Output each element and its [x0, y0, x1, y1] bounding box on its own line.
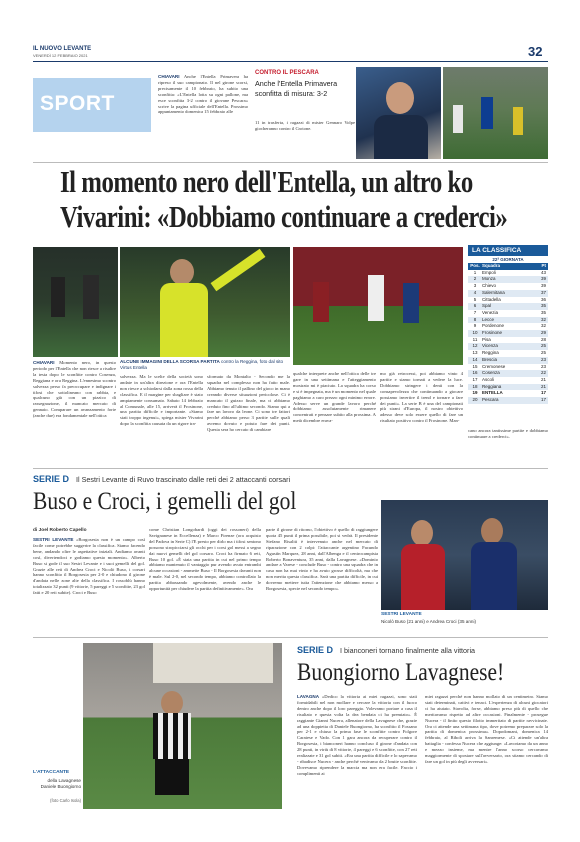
article2-photo [381, 500, 548, 610]
article2-col1 [33, 537, 145, 596]
standing-pos: 17 [472, 376, 478, 382]
standing-pos: 7 [473, 309, 477, 315]
table-row [468, 357, 548, 364]
standing-points: 32 [540, 323, 546, 329]
article3-col2: miei ragazzi perché non hanno mollato di un centimetro. Siamo stati determinati, cattivi e tenaci. L'esperienza di alcuni giocatori ci ha aiutato. Stavolta, forse, abbiamo preso più di quello che meritavamo rispetto ad altre occasioni. Finalmente - prosegue Nucera - il finito questo filotto immeritato di partite ravvicinate. Ora ci attende una settimana tipo, dove potremo preparare solo la partita di domenica prossima». Dopodomani, domenica 14 febbraio, al Riboli arriva la Sanremese. «Ci attende un'altra battaglia - confessa Nucera che aggiunge: «Lavoriamo da un anno e mezzo insieme, ma mentre l'anno scorso cercavamo maggiormente di spostare sull'avversario, ora stiamo cercando di fare un gol in più degli avversari». [425, 694, 548, 764]
article3-photo [83, 643, 282, 809]
brief2-title: Anche l'Entella Primavera sconfitta di misura: 3-2 [255, 79, 338, 98]
standing-pos: 18 [472, 383, 478, 389]
standing-team: Cremonese [482, 363, 506, 369]
table-row [468, 290, 548, 297]
standing-team: Frosinone [482, 330, 503, 336]
standing-points: 43 [540, 269, 546, 275]
main-col1-text: Momento nero, in questo periodo per l'Entella che non riesce a risalire la testa dopo le sconfitte contro Cosenza, Reggiana e ora Reggina. L'ennesimo scontro salvezza perso fa preoccupare e indignare i tifosi che sottolineano con rabbia, e qualcuno già con un pizzico di rassegnazione, il mancato mercato di gennaio. Comparare un avanzamento forte (anche due) era fondamentale nell'ottica [33, 360, 116, 419]
main-caption-text: contro la Reggina, foto dal sito Virtus Entella [120, 359, 284, 370]
standing-pos: 6 [473, 303, 477, 309]
article3-col1 [297, 694, 417, 777]
standing-team: Monza [482, 276, 496, 282]
masthead-rule [33, 61, 548, 62]
standing-points: 37 [540, 289, 546, 295]
standing-pos: 16 [472, 370, 478, 376]
lower-rule [33, 637, 548, 638]
table-row [468, 303, 548, 310]
masthead-paper: IL NUOVO LEVANTE [33, 46, 92, 52]
standing-points: 29 [540, 330, 546, 336]
main-col5: mo già retrocessi, poi abbiamo vinto 4 partite e siamo tornati a vedere la luce. Dobbiamo stringere i denti con la consapevolezza che continuando a giocare possiamo invertire il trend e tornare a fare dei punti». La serie B è una del campionati più strani d'Europa, il nostro obiettivo adesso deve solo essere quello di fare un risultato positivo contro il Frosinone. Man- [380, 371, 463, 424]
brief2-text: 11 in trasferta, i ragazzi di mister Gennaro Volpe giocheranno contro il Crotone. [255, 120, 355, 131]
standing-pos: 14 [472, 356, 478, 362]
article2-photo-caption: Nicolò Buso (21 anni) e Andrea Croci (35 anni) [381, 619, 476, 624]
header-team: Squadra [482, 263, 501, 268]
table-row [468, 283, 548, 290]
standing-points: 35 [540, 309, 546, 315]
article3-kicker: LAVAGNA [297, 694, 320, 699]
main-title-line1: Il momento nero dell'Entella, un altro ko [60, 164, 473, 199]
article2-title: Buso e Croci, i gemelli del gol [33, 488, 297, 515]
standing-points: 23 [540, 363, 546, 369]
standing-team: Reggiana [482, 383, 502, 389]
table-row [468, 337, 548, 344]
standing-team: Pisa [482, 336, 491, 342]
table-row [468, 350, 548, 357]
brief2-photo-player [356, 67, 441, 159]
standing-team: Brescia [482, 356, 498, 362]
standing-pos: 15 [472, 363, 478, 369]
standing-pos: 10 [472, 330, 478, 336]
standing-team: Spal [482, 303, 492, 309]
standing-points: 25 [540, 350, 546, 356]
main-title-line2: Vivarini: «Dobbiamo continuare a crederci» [60, 199, 508, 234]
table-row [468, 384, 548, 391]
standing-pos: 19 [472, 390, 478, 396]
article2-byline: di Joel Roberto Capello [33, 528, 87, 533]
standing-points: 39 [540, 276, 546, 282]
standing-pos: 5 [473, 296, 477, 302]
main-photo-bench [33, 247, 118, 357]
standing-points: 39 [540, 283, 546, 289]
standing-points: 28 [540, 336, 546, 342]
main-col6: cano ancora tantissime partite e dobbiamo continuare a crederci». [468, 428, 548, 439]
table-row [468, 323, 548, 330]
top-rule [33, 162, 548, 163]
article3-photo-caption: della Lavagnese Daniele Buongiorno [40, 778, 81, 789]
standing-team: ENTELLA [482, 390, 503, 396]
main-photo-goalkeeper [120, 247, 290, 357]
standing-pos: 4 [473, 289, 477, 295]
standing-team: Vicenza [482, 343, 498, 349]
standing-pos: 13 [472, 350, 478, 356]
brief2-photo-match [443, 67, 548, 159]
standing-team: Salernitana [482, 289, 505, 295]
article2-col3: parte il girone di ritorno, l'obiettivo è quello di raggiungere quota 45 punti il prima possibile, poi si vedrà. Il presidente Stefano Risaliti è intervenuto anche nel mercato di riparazione con 2 colpi: l'attaccante argentino Facundo Agustín Marquez, 28 anni, dall'Albenga e il centrocampista Roberto Bonaventura, 35 anni, dalla Lavagnese. «Dominio andare a Varese - conclude Buso - contro una squadra che in casa non ha mai vinto e ha avuto grosse difficoltà, ma che non merita questa classifica. Sarà una partita difficile, in cui dovremo mettere tutta l'attenzione che abbiamo messo a Borgosesia, specie nel secondo tempo». [266, 527, 378, 592]
main-caption-bold: ALCUNE IMMAGINI DELLA SCORSA PARTITA [120, 359, 220, 364]
standing-points: 36 [540, 296, 546, 302]
standing-pos: 20 [472, 397, 478, 403]
main-col4: qualche interprete anche nell'ottica delle tre gare in una settimana e l'atteggiamento mostrato mi è piaciuto. La squadra ha corso e si è impegnata, ma è un momento nel quale paghiamo a caro prezzo ogni minimo errore. Adesso serve un grande lavoro perché dobbiamo assolutamente rimanere concentrati e pensare subito alla prossima. A metà dicembre erava- [293, 371, 376, 424]
article2-label: SERIE D [33, 474, 70, 484]
article3-photo-credit: (foto Carlo Isola) [50, 798, 81, 803]
article3-deck: I bianconeri tornano finalmente alla vittoria [340, 646, 476, 655]
standing-team: Venezia [482, 309, 499, 315]
article3-title: Buongiorno Lavagnese! [297, 659, 505, 686]
table-row [468, 364, 548, 371]
standing-points: 35 [540, 303, 546, 309]
table-row [468, 330, 548, 337]
mid-rule [33, 468, 548, 469]
standing-points: 25 [540, 343, 546, 349]
header-points: Pt [541, 263, 546, 268]
main-photo-action [293, 247, 463, 365]
section-title: SPORT [40, 92, 115, 115]
header-pos: Pos. [470, 263, 480, 268]
article2-col2: come Christian Longobardi (oggi dei rossoneri) della Savignanese in Eccellenza) e Marco Firenze (ora acquisto del Padova in Serie C) l'E presto per dirlo ma i tifosi sentono possono stropicciarsi gli occhi per i corsi gol messi a segno dai nuovi gemelli del gol corsaro. Croci ha firmato 6 reti, Buso 10 gol. «È stata una partita in cui nel primo tempo abbiamo mantenuto il vantaggio pur avendo avuto entrambi alcune occasioni - ammette Buso - Il Borgosesia davanti non è male. Sul 2-0, nel secondo tempo, abbiamo controllato la partita abbassando agevolmente, avendo anche le opportunità per chiudere la partita definitivamente». Ora [149, 527, 261, 592]
brief1-text [158, 74, 248, 115]
article2-kicker: SESTRI LEVANTE [33, 537, 74, 542]
standing-team: Pescara [482, 397, 499, 403]
table-row [468, 377, 548, 384]
main-col3: sformato da Montalto - Secondo me la squadra nel complesso non ha fatto male. Abbiamo tenuto il pallino del gioco in mano creando diverse situazioni pericolose. Ci è mancato il guizzo finale, ma ci abbiamo creduto fino all'ultimo secondo. Siamo qui a fare un lavoro da leone. Ci sono tre fattori perché abbiamo perso 3 partite sulle quali avremo dovuto e potuto fare dei punti. Questa sera ho cercato di cambiare [207, 374, 290, 433]
standing-points: 23 [540, 356, 546, 362]
standing-points: 21 [540, 376, 546, 382]
standings-body [468, 270, 548, 404]
article3-photo-caption-kicker: L'ATTACCANTE [33, 770, 70, 775]
article2-col1-text: «Borgosesia non è un campo così facile come potrebbe suggerire la classifica. Siamo facendo bene, andando oltre le aspettative iniziali. Andiamo avanti così, divertendoci e godiamo questo momento». Alberto Buso si gode il suo Sestri Levante e i suoi gemelli del gol. Grazie alle reti di Andrea Croci e Nicolò Buso, i corsari hanno sconfitto il Borgosesia per 2-0 e chiudono il girone d'andata nelle zone alte della classifica. I rossoblù hanno totalizzato 32 punti (9 vittorie, 5 pareggi e 5 sconfitte, 23 gol fatti e 20 reti subite). Croci e Buso [33, 537, 145, 596]
table-row [468, 276, 548, 283]
table-row [468, 317, 548, 324]
main-col1 [33, 360, 116, 419]
standing-pos: 2 [473, 276, 477, 282]
standing-points: 21 [540, 383, 546, 389]
standing-pos: 9 [473, 323, 477, 329]
article3-label: SERIE D [297, 645, 334, 655]
standing-team: Cittadella [482, 296, 501, 302]
standing-pos: 1 [473, 269, 477, 275]
standing-points: 32 [540, 316, 546, 322]
standings-table [468, 263, 548, 404]
article3-col1-text: «Dedico la vittoria ai miei ragazzi, sono stati formidabili nel non mollare e cercare la vittoria con il fuoco dentro anche dopo il loro pareggio. Volevamo portare a casa il risultato e questa volta la dea bendata ci ha premiato». È raggiante Gianni Nucera, allenatore della Lavagnese che, grazie ad una doppietta di Daniele Buongiorno, ha sconfitto il Fossano per 2-1 e chiuso la prima fase le sconfitte contro Folgore Caratese e Vado. Con 1 gara ancora da recuperare contro il Borgosesia, i bianconeri hanno concluso il girone d'andata con 28 punti, in virtù di 8 vittorie, 4 pareggi e 6 sconfitte, con 27 reti realizzate e 31 gol subiti. «Era una partita difficile e lo sapevamo - ribadisce Nucera - anche perché venivamo da 2 brutte sconfitte. Dovevamo riprendere la marcia ma non era facile. Faccio i complimenti ai [297, 694, 417, 776]
standing-pos: 3 [473, 283, 477, 289]
standing-team: Pordenone [482, 323, 505, 329]
brief1-kicker: CHIAVARI [158, 74, 180, 79]
masthead-date: VENERDÌ 12 FEBBRAIO 2021 [33, 53, 88, 58]
article2-deck: Il Sestri Levante di Ruvo trascinato dalle reti dei 2 attaccanti corsari [76, 475, 291, 484]
main-col2: salvezza. Ma le scelte della società sono andate in un'altra direzione e ora l'Entella non riesce a schiodarsi dalla zona rossa della classifica. E il margine per sbagliare è stato ampiamente consumato. Sabato 14 febbraio al Comunale, alle 15, arriverà il Frosinone, una partita difficile e importante. «Siamo stati troppo ingenui», spiega mister Vivarini dopo la sconfitta causata da un rigore tra- [120, 374, 203, 427]
page-number: 32 [528, 44, 543, 59]
standing-team: Cosenza [482, 370, 500, 376]
brief1-body: Anche l'Entella Primavera ha ripreso il suo campionato. Il nel girone scorsi, precisamente il 10 febbraio, ha subito una sconfitta: «L'Entella lotta su ogni pallone, ma esce sconfitta 3-2 contro il giovane Pescara» scrive la pagina ufficiale dell'Entella. Prossimo appuntamento domenica 15 febbraio alle [158, 74, 248, 115]
standing-points: 17 [540, 390, 546, 396]
table-row [468, 310, 548, 317]
standing-team: Ascoli [482, 376, 495, 382]
standing-pos: 8 [473, 316, 477, 322]
table-row [468, 390, 548, 397]
main-kicker: CHIAVARI [33, 360, 55, 365]
standing-points: 22 [540, 370, 546, 376]
standing-pos: 12 [472, 343, 478, 349]
standing-team: Chievo [482, 283, 497, 289]
table-row [468, 397, 548, 404]
standing-points: 17 [540, 397, 546, 403]
table-row [468, 270, 548, 277]
standing-team: Empoli [482, 269, 496, 275]
standings-title: LA CLASSIFICA [468, 245, 548, 256]
article2-photo-kicker: SESTRI LEVANTE [381, 612, 422, 617]
standings-round: 22ª GIORNATA [492, 257, 524, 262]
standings-header [468, 263, 548, 270]
main-photo-caption [120, 359, 290, 371]
table-row [468, 343, 548, 350]
table-row [468, 370, 548, 377]
standing-pos: 11 [472, 336, 478, 342]
standing-team: Lecce [482, 316, 495, 322]
table-row [468, 297, 548, 304]
brief2-kicker: CONTRO IL PESCARA [255, 70, 319, 76]
standing-team: Reggina [482, 350, 499, 356]
